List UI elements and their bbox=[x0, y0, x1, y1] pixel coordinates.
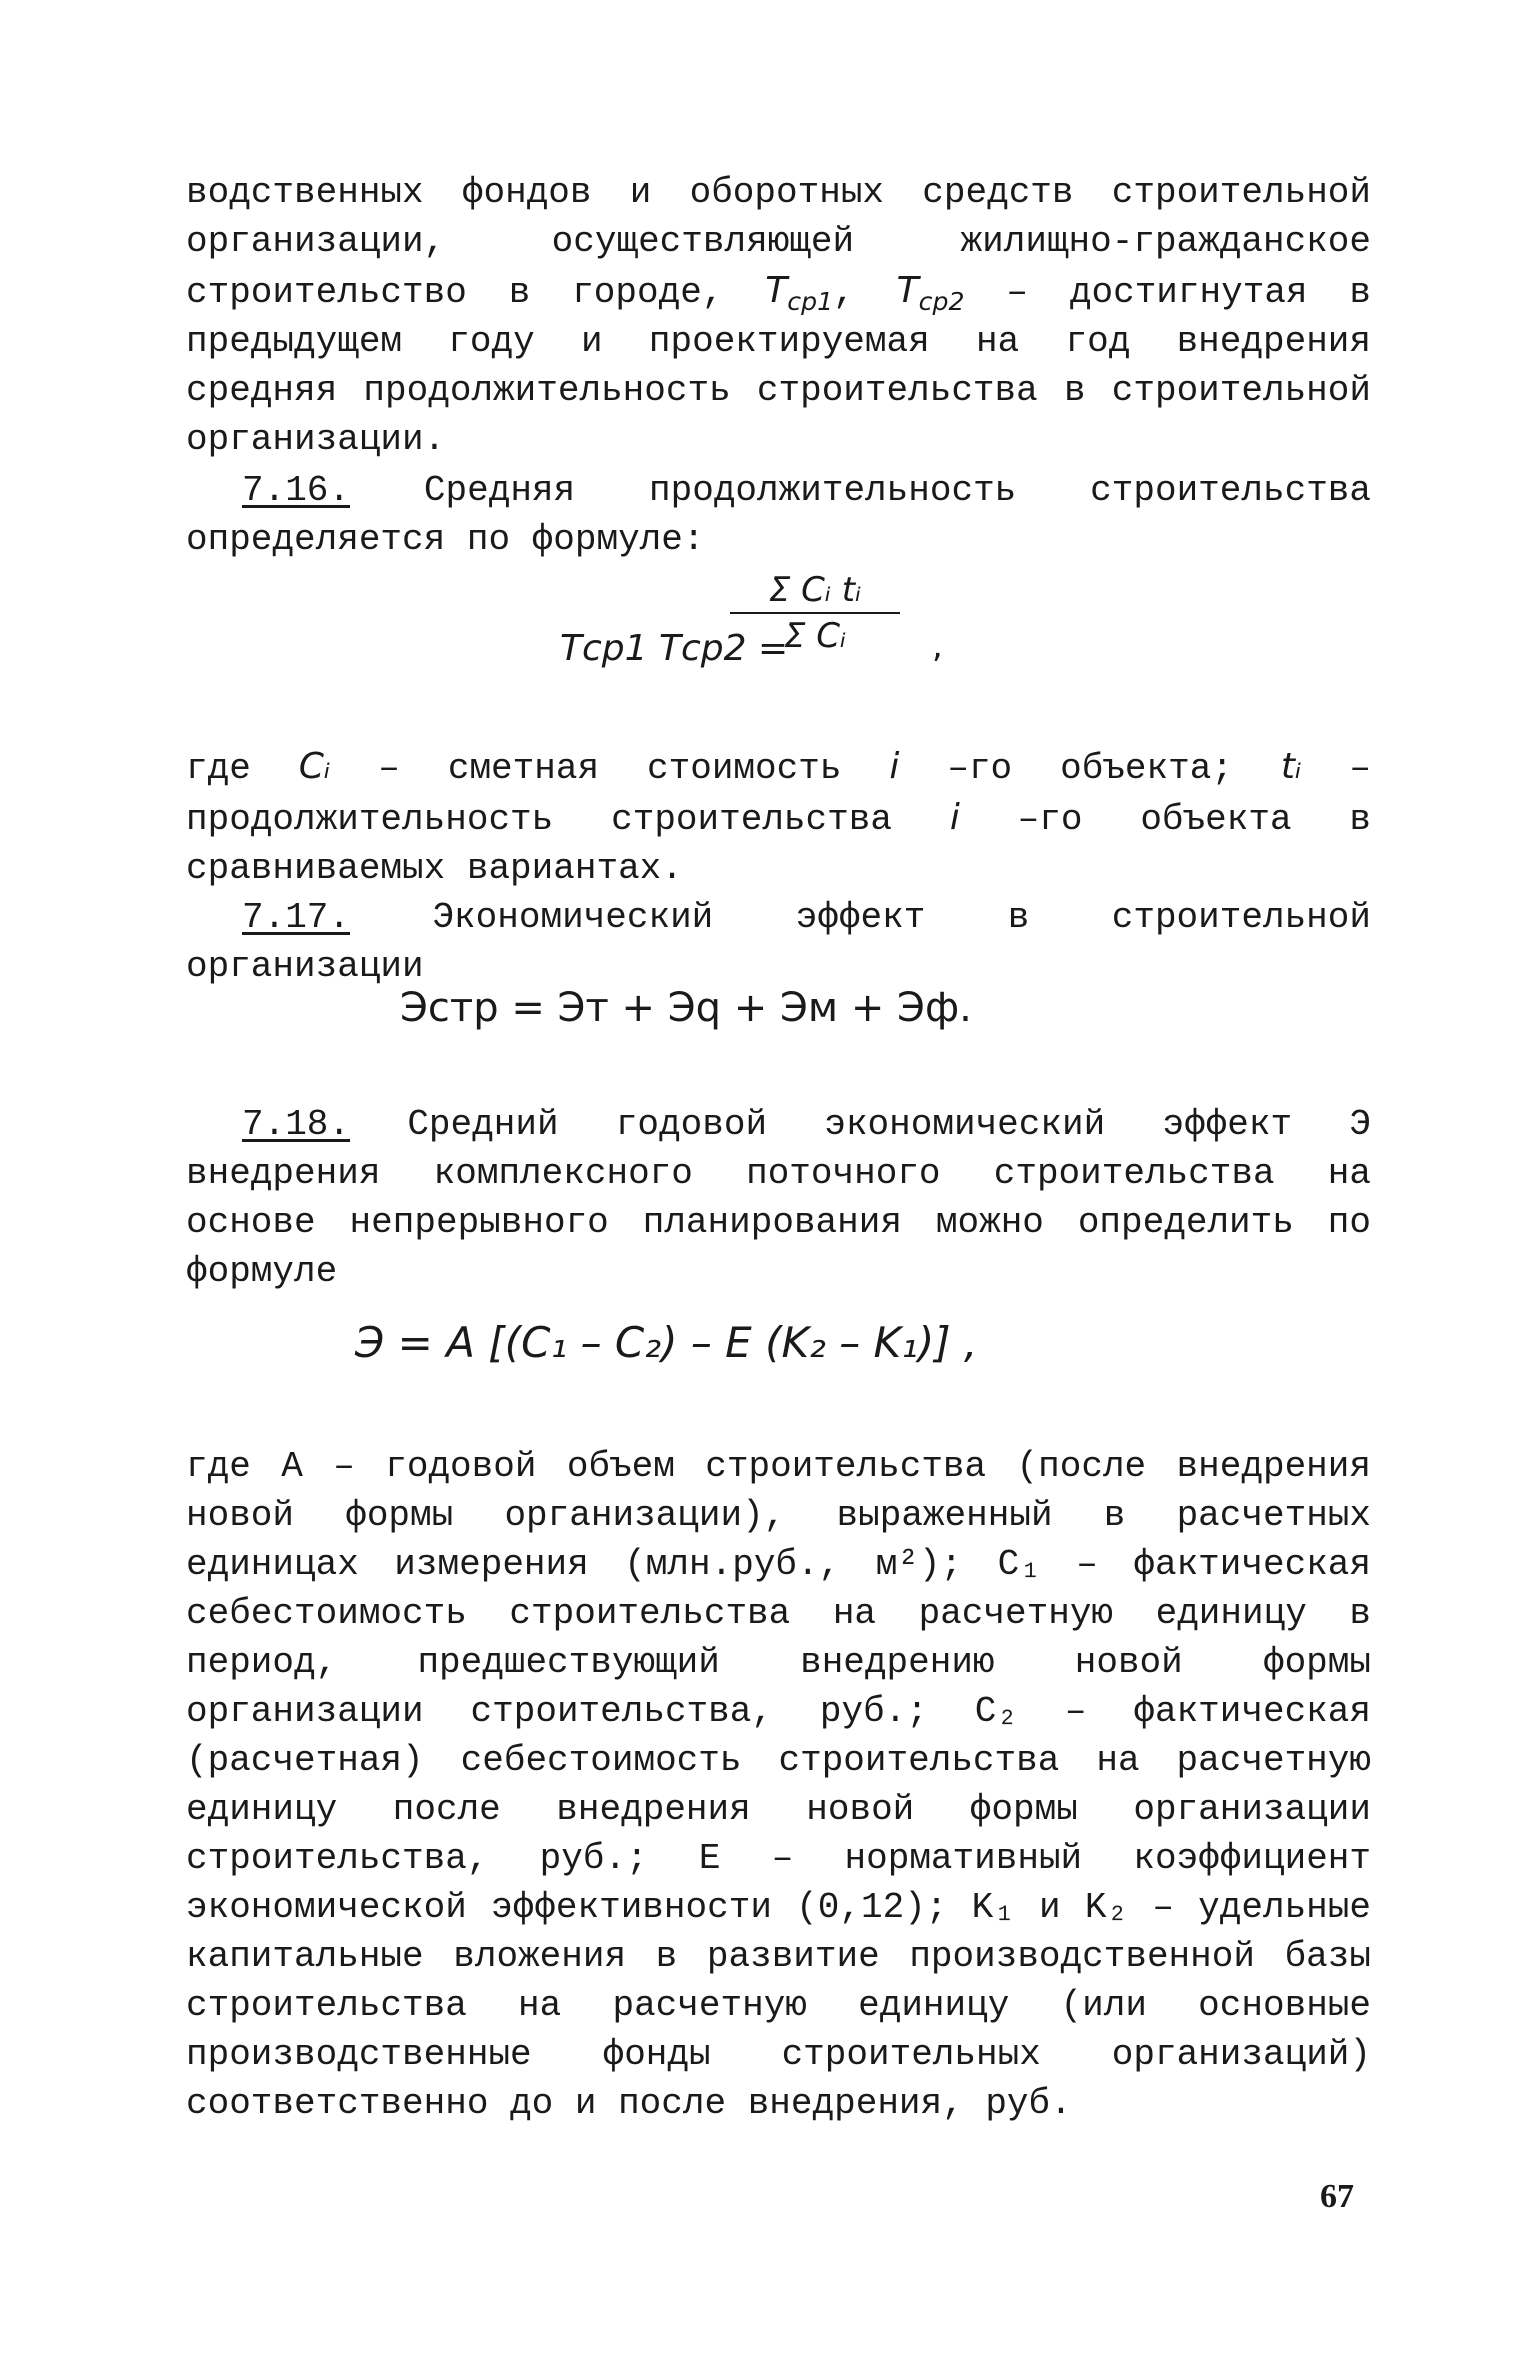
symbol-i: i bbox=[949, 797, 960, 838]
section-7-18 bbox=[186, 1100, 1371, 1296]
section-number: 7.16. bbox=[242, 470, 351, 511]
section-7-16 bbox=[186, 466, 1371, 564]
page-number: 67 bbox=[1320, 2178, 1354, 2215]
formula-annual-effect: Э = A [(C₁ – C₂) – E (K₂ – K₁)] , bbox=[355, 1318, 978, 1367]
formula-economic-effect: Эстр = Эт + Эq + Эм + Эф. bbox=[400, 985, 972, 1031]
section-number: 7.17. bbox=[242, 897, 351, 938]
where-definitions-1: где Cᵢ – сметная стоимость i –го объекта; tᵢ – продолжительность строительства i –го объекта в сравниваемых вариантах. bbox=[186, 746, 1372, 889]
formula-numerator: Σ Cᵢ tᵢ bbox=[768, 570, 862, 610]
section-text: Средний годовой экономический эффект Э внедрения комплексного поточного строительства на основе непрерывного планирования можно определить по формуле bbox=[186, 1104, 1371, 1292]
formula-average-duration bbox=[560, 570, 943, 720]
symbol-i: i bbox=[889, 746, 900, 787]
symbol-t-sr1: $T_{ср1}$ bbox=[765, 270, 834, 317]
section-number: 7.18. bbox=[242, 1104, 351, 1145]
section-text: Экономический эффект в строительной организации bbox=[186, 897, 1371, 987]
symbol-ci: Cᵢ bbox=[298, 746, 331, 787]
section-text: Средняя продолжительность строительства определяется по формуле: bbox=[186, 470, 1371, 560]
section-7-17 bbox=[186, 893, 1371, 991]
symbol-t-sr2: $T_{ср2}$ bbox=[896, 270, 965, 317]
paragraph-continuation: водственных фондов и оборотных средств строительной организации, осуществляющей жилищно-гражданское строительство в городе, $T_{ср1}$, $T_{ср2}$ – достигнутая в предыдущем году и проектируемая на год внедрения средняя продолжительность строительства в строительной организации. bbox=[186, 172, 1371, 460]
formula-fraction bbox=[730, 570, 900, 656]
definitions-text: где А – годовой объем строительства (после внедрения новой формы организации), выраженный в расчетных единицах измерения (млн.руб., м²); C₁ – фактическая себестоимость строительства на расчетную единицу в период, предшествующий внедрению новой формы организации строительства, руб.; C₂ – фактическая (расчетная) себестоимость строительства на расчетную единицу после внедрения новой формы организации строительства, руб.; E – нормативный коэффициент экономической эффективности (0,12); K₁ и K₂ – удельные капитальные вложения в развитие производственной базы строительства на расчетную единицу (или основные производственные фонды строительных организаций) соответственно до и после внедрения, руб. bbox=[186, 1446, 1371, 2124]
formula-denominator: Σ Cᵢ bbox=[783, 616, 847, 656]
formula-lhs: Tср1 Tср2 = bbox=[560, 628, 789, 669]
where-definitions-2 bbox=[186, 1442, 1371, 2128]
fraction-bar bbox=[730, 612, 900, 614]
paragraph-text: водственных фондов и оборотных средств строительной организации, осуществляющей жилищно-гражданское строительство в городе, bbox=[186, 172, 1371, 313]
paragraph-text-rest: – достигнутая в предыдущем году и проектируемая на год внедрения средняя продолжительность строительства в строительной организации. bbox=[186, 272, 1371, 460]
formula-tail: , bbox=[932, 626, 943, 666]
symbol-ti: tᵢ bbox=[1280, 746, 1302, 787]
